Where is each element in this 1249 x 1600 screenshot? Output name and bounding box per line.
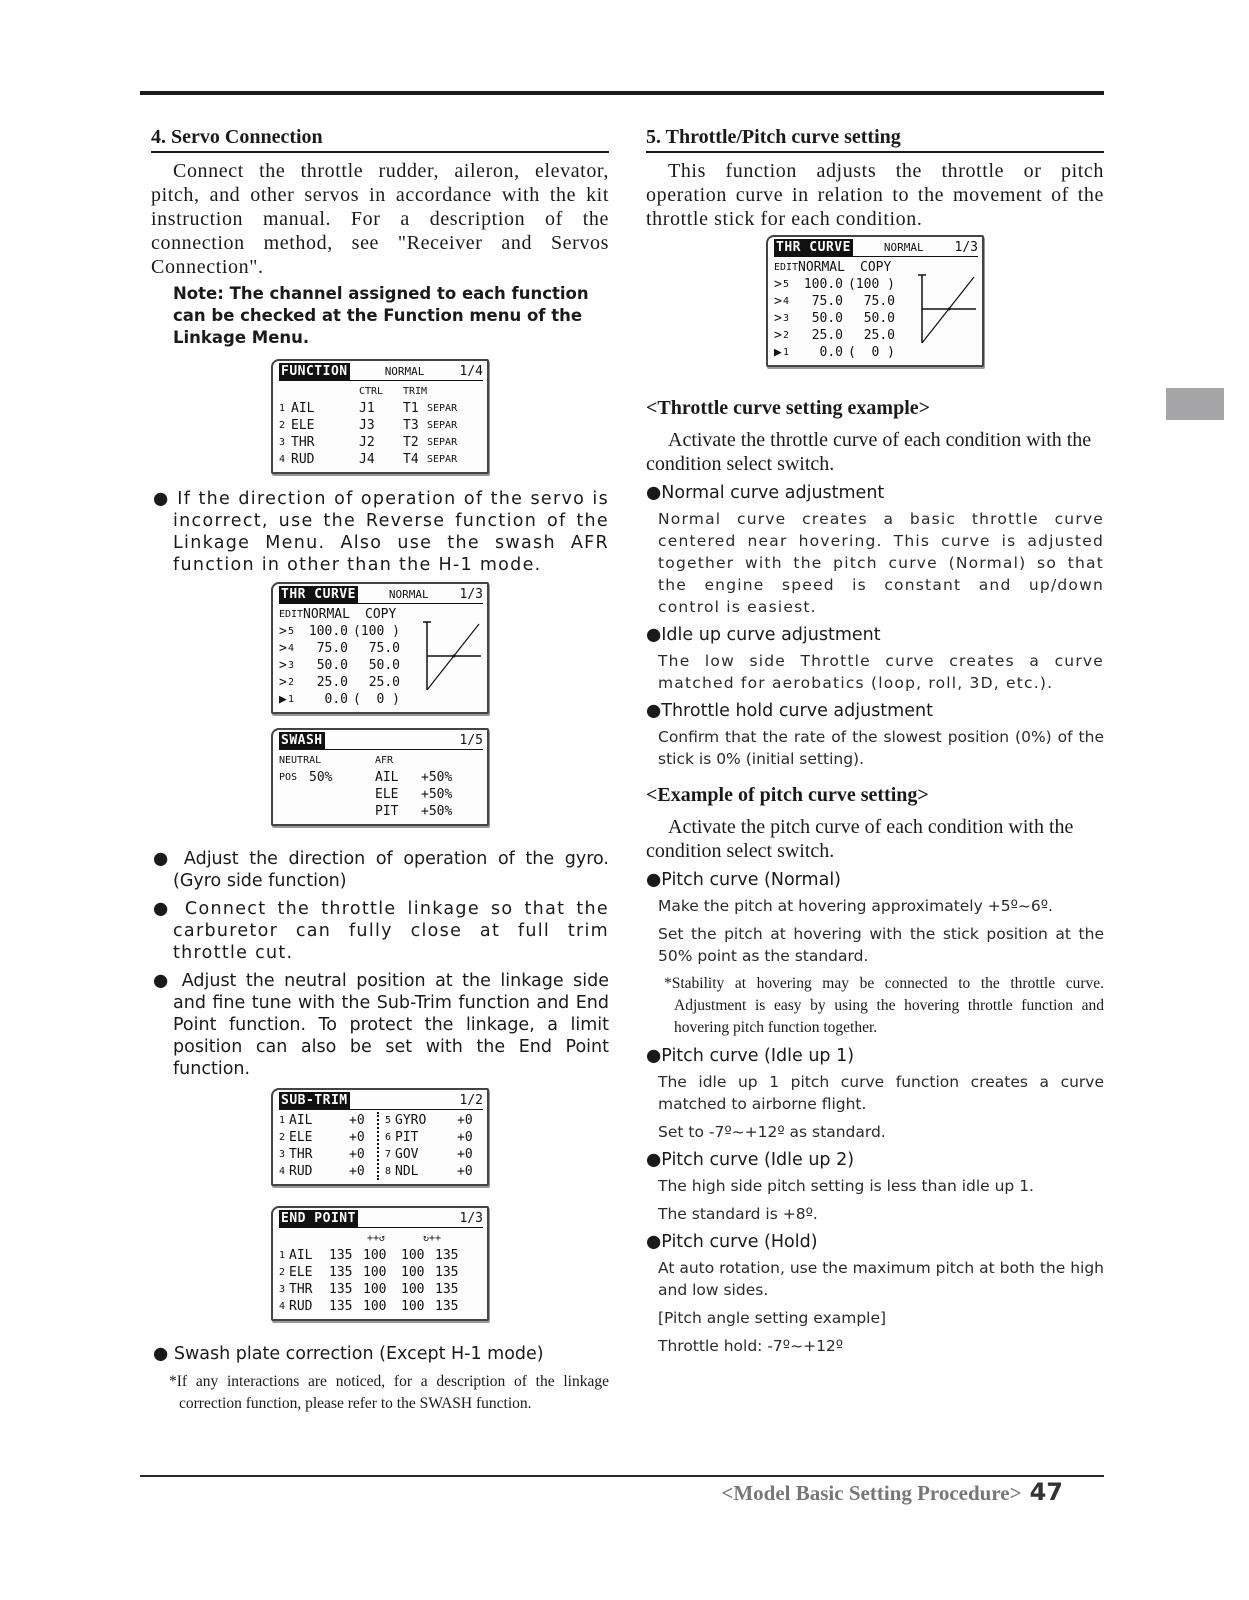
swash-screen: SWASH 1/5 NEUTRAL AFR POS 50% AIL +50% ELE +50% PIT +50% bbox=[271, 728, 489, 826]
curve-point-row: > 3 50.0 50.0 bbox=[279, 658, 400, 673]
table-row: 4 RUD J4 T4 SEPAR bbox=[279, 452, 458, 467]
servo-intro-paragraph: Connect the throttle rudder, aileron, elevator, pitch, and other servos in accordance with the kit instruction manual. For a description of the connection method, see "Receiver and Servos Connection". bbox=[151, 160, 609, 278]
pitch-hold-title: ●Pitch curve (Hold) bbox=[646, 1232, 818, 1252]
table-row: 3 THR 135 100 100 135 bbox=[279, 1282, 459, 1297]
bullet-throttle-linkage: ● Connect the throttle linkage so that the carburetor can fully close at full trim throttle cut. bbox=[153, 899, 609, 963]
table-row: 4 RUD 135 100 100 135 bbox=[279, 1299, 459, 1314]
pitch-hold-text1: At auto rotation, use the maximum pitch at both the high and low sides. bbox=[658, 1259, 1104, 1299]
endpoint-screen: END POINT 1/3 ++↺ ↻++ 1 AIL 135 100 100 135 2 ELE 135 100 100 135 3 THR 135 100 100 135 4 RUD 135 100 100 135 bbox=[271, 1206, 489, 1321]
screen-title: SUB-TRIM bbox=[281, 1093, 348, 1108]
curve-point-row: ▶ 1 0.0 ( 0 ) bbox=[774, 345, 895, 360]
throttle-example-heading: <Throttle curve setting example> bbox=[646, 397, 931, 419]
pitch-example-intro: Activate the pitch curve of each condition with the condition select switch. bbox=[646, 816, 1074, 862]
page-number: 47 bbox=[1029, 1478, 1063, 1506]
idle-curve-text: The low side Throttle curve creates a curve matched for aerobatics (loop, roll, 3D, etc.). bbox=[658, 652, 1104, 692]
hold-curve-text: Confirm that the rate of the slowest position (0%) of the stick is 0% (initial setting). bbox=[658, 728, 1104, 768]
pitch-normal-star-note: *Stability at hovering may be connected to the throttle curve. Adjustment is easy by using the hovering throttle function and hovering pitch function together. bbox=[664, 975, 1104, 1036]
table-row: 1 AIL J1 T1 SEPAR bbox=[279, 401, 458, 416]
pitch-normal-text1: Make the pitch at hovering approximately +5º~6º. bbox=[658, 897, 1053, 915]
pitch-idle1-text1: The idle up 1 pitch curve function creates a curve matched to airborne flight. bbox=[658, 1073, 1104, 1113]
curve-point-row: > 5 100.0 (100 ) bbox=[279, 624, 400, 639]
curve-graph bbox=[916, 259, 978, 344]
screen-title: SWASH bbox=[281, 733, 323, 748]
curve-point-row: > 3 50.0 50.0 bbox=[774, 311, 895, 326]
function-screen bbox=[271, 359, 489, 474]
pitch-hold-text2: [Pitch angle setting example] bbox=[658, 1309, 887, 1327]
footer-section-title: <Model Basic Setting Procedure> bbox=[721, 1481, 1022, 1505]
curve-point-row: > 5 100.0 (100 ) bbox=[774, 277, 895, 292]
curve-point-row: ▶ 1 0.0 ( 0 ) bbox=[279, 692, 400, 707]
screen-condition: NORMAL bbox=[384, 365, 425, 378]
section-heading-servo-connection: 4. Servo Connection bbox=[151, 126, 609, 153]
curve-point-row: > 2 25.0 25.0 bbox=[279, 675, 400, 690]
thr-curve-screen: THR CURVE NORMAL 1/3 EDIT NORMAL COPY > 5 100.0 (100 ) > 4 75.0 75.0 > 3 50.0 50.0 > 2 25.0 25.0 ▶ 1 0.0 ( 0 ) bbox=[271, 582, 489, 714]
pitch-idle2-title: ●Pitch curve (Idle up 2) bbox=[646, 1150, 855, 1170]
table-row: 2 ELE 135 100 100 135 bbox=[279, 1265, 459, 1280]
screen-page: 1/4 bbox=[459, 364, 483, 379]
bottom-rule bbox=[140, 1475, 1104, 1477]
bullet-neutral-position: ● Adjust the neutral position at the linkage side and fine tune with the Sub-Trim function and End Point function. To protect the linkage, a limit position can also be set with the End Point function. bbox=[153, 971, 609, 1079]
idle-curve-title: ●Idle up curve adjustment bbox=[646, 625, 881, 645]
swash-star-note: *If any interactions are noticed, for a description of the linkage correction function, please refer to the SWASH function. bbox=[169, 1373, 609, 1412]
curve-point-row: > 4 75.0 75.0 bbox=[774, 294, 895, 309]
pitch-example-heading: <Example of pitch curve setting> bbox=[646, 784, 929, 806]
subtrim-screen: SUB-TRIM 1/2 1 AIL +0 2 ELE +0 3 THR +0 4 RUD +0 5 GYRO +0 6 PIT +0 7 GOV +0 8 NDL +0 bbox=[271, 1088, 489, 1186]
table-row: 1 AIL 135 100 100 135 bbox=[279, 1248, 459, 1263]
col-trim: TRIM bbox=[403, 386, 428, 397]
right-column bbox=[646, 126, 1104, 1363]
function-note: Note: The channel assigned to each function can be checked at the Function menu of the Linkage Menu. bbox=[173, 284, 589, 347]
screen-title: FUNCTION bbox=[281, 364, 348, 379]
pitch-idle1-title: ●Pitch curve (Idle up 1) bbox=[646, 1046, 855, 1066]
screen-title: THR CURVE bbox=[776, 240, 851, 255]
chapter-tab-marker bbox=[1166, 388, 1224, 420]
pitch-idle1-text2: Set to -7º~+12º as standard. bbox=[658, 1123, 886, 1141]
col-ctrl: CTRL bbox=[359, 386, 384, 397]
top-rule bbox=[140, 91, 1104, 95]
curve-point-row: > 2 25.0 25.0 bbox=[774, 328, 895, 343]
bullet-reverse-function: ● If the direction of operation of the servo is incorrect, use the Reverse function of the Linkage Menu. Also use the swash AFR function in other than the H-1 mode. bbox=[153, 489, 609, 575]
page-footer bbox=[721, 1478, 1063, 1506]
pitch-hold-text3: Throttle hold: -7º~+12º bbox=[658, 1337, 844, 1355]
curve-graph bbox=[421, 606, 483, 691]
throttle-pitch-intro: This function adjusts the throttle or pitch operation curve in relation to the movement of the throttle stick for each condition. bbox=[646, 160, 1104, 230]
bullet-gyro: ● Adjust the direction of operation of the gyro. (Gyro side function) bbox=[153, 849, 609, 891]
normal-curve-title: ●Normal curve adjustment bbox=[646, 483, 885, 503]
table-row: 2 ELE J3 T3 SEPAR bbox=[279, 418, 458, 433]
left-column bbox=[151, 126, 609, 1421]
pitch-normal-text2: Set the pitch at hovering with the stick position at the 50% point as the standard. bbox=[658, 925, 1104, 965]
screen-title: END POINT bbox=[281, 1211, 356, 1226]
hold-curve-title: ●Throttle hold curve adjustment bbox=[646, 701, 933, 721]
section-heading-throttle-pitch: 5. Throttle/Pitch curve setting bbox=[646, 126, 1104, 153]
normal-curve-text: Normal curve creates a basic throttle curve centered near hovering. This curve is adjusted together with the pitch curve (Normal) so that the engine speed is constant and up/down control is easiest. bbox=[658, 510, 1104, 616]
screen-title: THR CURVE bbox=[281, 587, 356, 602]
table-row: 3 THR J2 T2 SEPAR bbox=[279, 435, 458, 450]
thr-curve-screen-right: THR CURVE NORMAL 1/3 EDIT NORMAL COPY > 5 100.0 (100 ) > 4 75.0 75.0 > 3 50.0 50.0 > 2 25.0 25.0 ▶ 1 0.0 ( 0 ) bbox=[766, 235, 984, 367]
bullet-swash-correction: ● Swash plate correction (Except H-1 mode) bbox=[153, 1344, 544, 1364]
throttle-example-intro: Activate the throttle curve of each condition with the condition select switch. bbox=[646, 429, 1092, 475]
pitch-idle2-text1: The high side pitch setting is less than idle up 1. bbox=[658, 1177, 1034, 1195]
curve-point-row: > 4 75.0 75.0 bbox=[279, 641, 400, 656]
pitch-idle2-text2: The standard is +8º. bbox=[658, 1205, 818, 1223]
pitch-normal-title: ●Pitch curve (Normal) bbox=[646, 870, 842, 890]
